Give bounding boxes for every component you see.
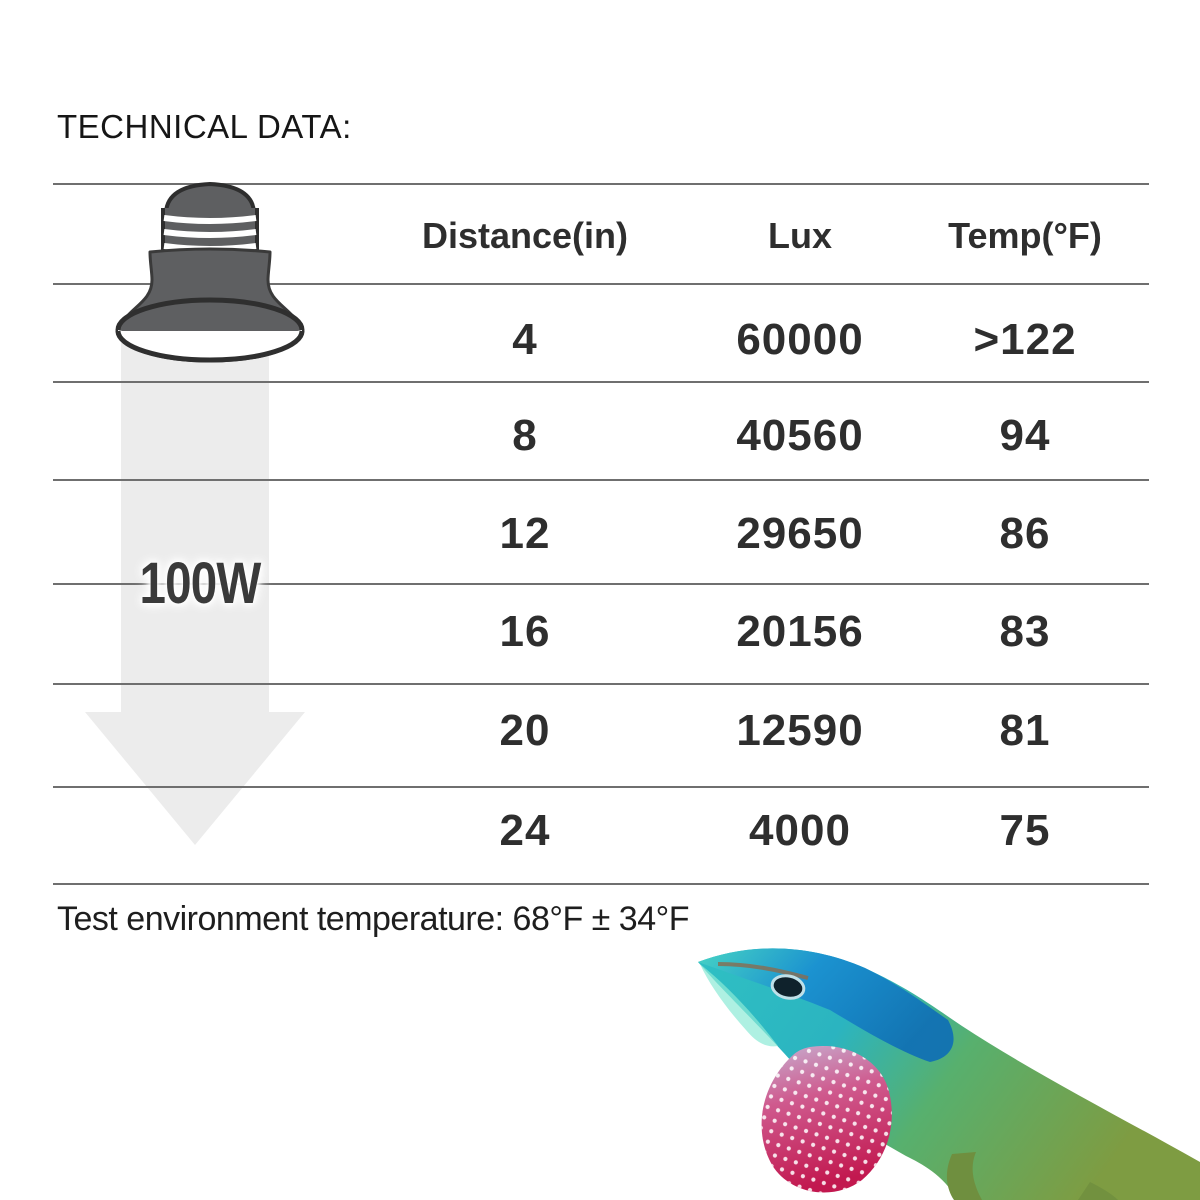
lizard-image (660, 930, 1200, 1200)
distance-cell: 8 (512, 411, 538, 460)
footnote-text: Test environment temperature: 68°F ± 34°F (57, 900, 689, 938)
lux-cell: 12590 (736, 706, 864, 755)
temp-cell: >122 (973, 315, 1077, 364)
wattage-label: 100W (139, 551, 261, 616)
distance-cell: 16 (499, 607, 551, 656)
distance-cell: 24 (499, 806, 551, 855)
temp-cell: 94 (999, 411, 1051, 460)
temp-cell: 86 (999, 509, 1051, 558)
temp-cell: 83 (999, 607, 1051, 656)
page-title: TECHNICAL DATA: (57, 108, 352, 145)
lux-cell: 4000 (749, 806, 851, 855)
temp-cell: 75 (999, 806, 1051, 855)
lux-cell: 29650 (736, 509, 864, 558)
temp-cell: 81 (999, 706, 1051, 755)
distance-cell: 4 (512, 315, 538, 364)
distance-cell: 20 (499, 706, 551, 755)
column-header-lux: Lux (767, 215, 832, 256)
distance-cell: 12 (499, 509, 551, 558)
lux-cell: 40560 (736, 411, 864, 460)
column-header-temp: Temp(°F) (948, 215, 1102, 256)
lux-cell: 20156 (736, 607, 864, 656)
lux-cell: 60000 (736, 315, 864, 364)
column-header-distance: Distance(in) (421, 215, 629, 256)
